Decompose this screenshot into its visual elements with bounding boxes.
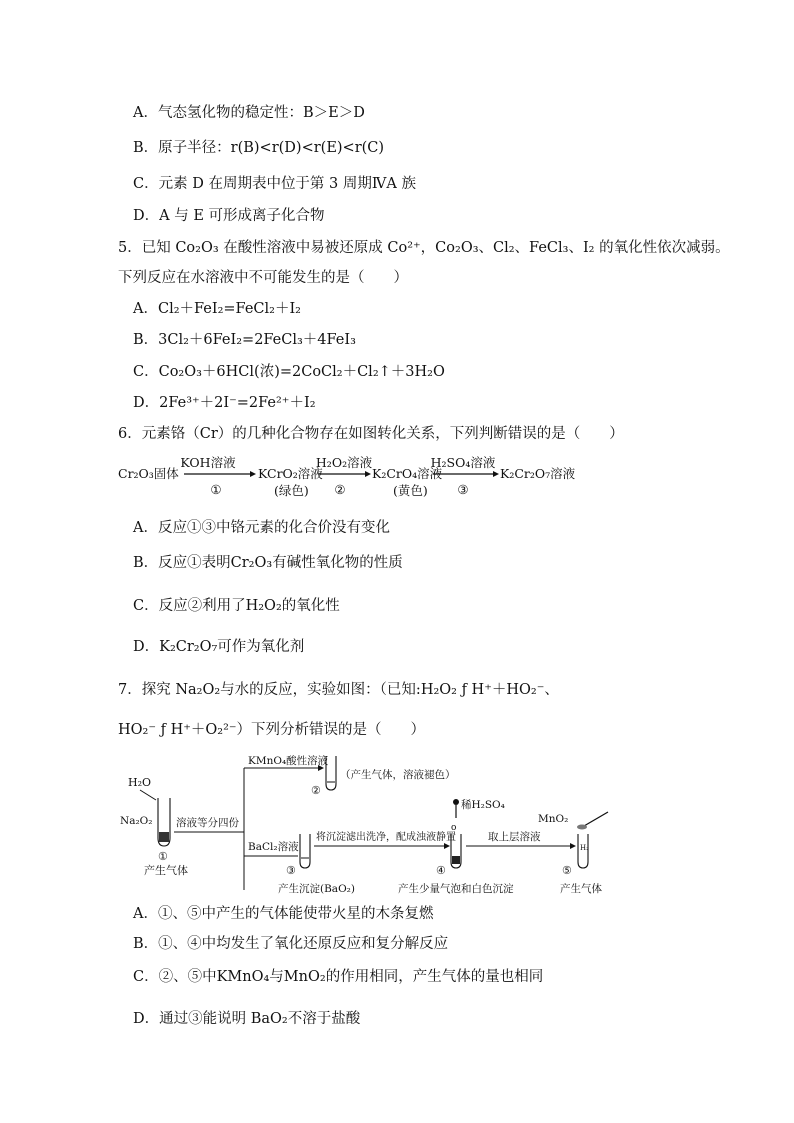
tube3-number: ③: [286, 864, 296, 877]
na2o2-experiment-diagram: [118, 750, 638, 900]
mno2-label: MnO₂: [538, 813, 569, 825]
tube1-note: 产生气体: [144, 864, 188, 877]
scheme-product3: K₂Cr₂O₇溶液: [500, 466, 576, 481]
scheme-reagent3: H₂SO₄溶液: [430, 455, 496, 470]
kmno4-label: KMnO₄酸性溶液: [248, 755, 329, 767]
h2o-pointer: [140, 790, 156, 800]
scheme-step2: ②: [334, 482, 346, 497]
h2o-label: H₂O: [128, 776, 152, 789]
scheme-arrowhead2: [365, 471, 371, 477]
tube4-number: ④: [436, 864, 446, 877]
dilute-acid-label: 稀H₂SO₄: [461, 799, 505, 811]
q7-option-b: B．①、④中均发生了氧化还原反应和复分解反应: [133, 936, 449, 952]
q6-option-b: B．反应①表明Cr₂O₃有碱性氧化物的性质: [133, 555, 403, 571]
wash-label: 将沉淀滤出洗净，配成浊液静置: [316, 832, 456, 843]
split-label: 溶液等分四份: [176, 817, 239, 829]
tube5-number: ⑤: [562, 864, 572, 877]
spatula-powder: [577, 825, 587, 830]
tube3-note: 产生沉淀(BaO₂): [278, 883, 355, 895]
tube5-note: 产生气体: [560, 883, 602, 895]
test-tube-5: [578, 834, 589, 868]
q5-option-b: B．3Cl₂＋6FeI₂=2FeCl₃＋4FeI₃: [133, 332, 356, 348]
tube2-number: ②: [311, 784, 321, 797]
q5-option-d: D．2Fe³⁺＋2I⁻=2Fe²⁺＋I₂: [133, 395, 316, 411]
tube4-note: 产生少量气泡和白色沉淀: [398, 883, 514, 895]
tube1-number: ①: [158, 850, 168, 863]
q6-stem: 6．元素铬（Cr）的几种化合物存在如图转化关系，下列判断错误的是（ ）: [118, 426, 624, 442]
q4-option-a: A．气态氢化物的稳定性：B＞E＞D: [133, 105, 365, 121]
scheme-product2: K₂CrO₄溶液: [372, 466, 443, 481]
test-tube-1: [158, 798, 170, 846]
tube2-note: （产生气体，溶液褪色）: [340, 769, 456, 781]
scheme-reagent2: H₂O₂溶液: [315, 455, 373, 470]
q6-option-c: C．反应②利用了H₂O₂的氧化性: [133, 598, 340, 614]
q7-stem-line1: 7．探究 Na₂O₂与水的反应，实验如图：（已知:H₂O₂ ƒ H⁺＋HO₂⁻、: [118, 682, 559, 698]
spatula-icon: [584, 812, 608, 826]
scheme-arrowhead3: [493, 471, 499, 477]
scheme-step3: ③: [457, 482, 469, 497]
q6-option-a: A．反应①③中铬元素的化合价没有变化: [133, 520, 390, 536]
scheme-reagent1: KOH溶液: [180, 455, 236, 470]
q4-option-d: D．A 与 E 可形成离子化合物: [133, 208, 325, 224]
q7-option-a: A．①、⑤中产生的气体能使带火星的木条复燃: [133, 906, 434, 922]
acid-dropper: [451, 799, 459, 833]
bacl2-label: BaCl₂溶液: [248, 841, 299, 853]
test-tube-3: [300, 834, 310, 868]
chromium-conversion-scheme: [118, 455, 588, 505]
scheme-product1: KCrO₂溶液: [258, 466, 323, 481]
q7-option-d: D．通过③能说明 BaO₂不溶于盐酸: [133, 1011, 361, 1027]
take-upper-label: 取上层溶液: [488, 831, 541, 843]
scheme-color1: (绿色): [274, 483, 309, 498]
arrowhead-tube5: [570, 843, 576, 849]
scheme-arrowhead1: [250, 471, 256, 477]
q7-option-c: C．②、⑤中KMnO₄与MnO₂的作用相同，产生气体的量也相同: [133, 969, 544, 985]
scheme-step1: ①: [210, 482, 222, 497]
q5-option-a: A．Cl₂＋FeI₂=FeCl₂＋I₂: [133, 301, 301, 317]
svg-text:o: o: [451, 823, 457, 833]
q7-stem-line2: HO₂⁻ ƒ H⁺＋O₂²⁻）下列分析错误的是（ ）: [118, 722, 426, 738]
svg-text:H₂: H₂: [580, 844, 589, 852]
arrowhead-tube4: [444, 843, 450, 849]
q5-option-c: C．Co₂O₃＋6HCl(浓)=2CoCl₂＋Cl₂↑＋3H₂O: [133, 364, 445, 380]
scheme-color2: (黄色): [393, 483, 428, 498]
q5-stem-line2: 下列反应在水溶液中不可能发生的是（ ）: [118, 270, 408, 286]
q4-option-b: B．原子半径：r(B)<r(D)<r(E)<r(C): [133, 140, 385, 156]
scheme-start: Cr₂O₃固体: [118, 466, 179, 481]
q6-option-d: D．K₂Cr₂O₇可作为氧化剂: [133, 639, 305, 655]
na2o2-label: Na₂O₂: [120, 815, 153, 827]
q5-stem-line1: 5．已知 Co₂O₃ 在酸性溶液中易被还原成 Co²⁺，Co₂O₃、Cl₂、FeCl₃、I₂ 的氧化性依次减弱。: [118, 240, 730, 256]
q4-option-c: C．元素 D 在周期表中位于第 3 周期ⅣA 族: [133, 176, 416, 192]
